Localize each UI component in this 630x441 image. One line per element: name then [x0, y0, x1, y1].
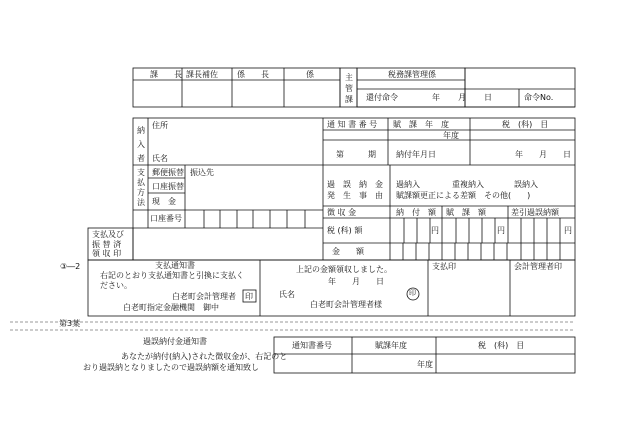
- issue-month: 月: [458, 93, 466, 102]
- paid-label: 納 付 額: [396, 208, 436, 217]
- slip-ymd: 年 月 日: [328, 277, 384, 286]
- form3-body1: あなたが納付(納入)された徴収金が、右記のと: [121, 352, 288, 361]
- due-date-ymd: 年 月 日: [515, 150, 571, 159]
- approval-col-hosa: 課長補佐: [186, 70, 218, 79]
- slip-issuer: 白老町会計管理者: [172, 292, 236, 301]
- yen-assessed: 円: [497, 226, 505, 235]
- issue-year: 年: [432, 93, 440, 102]
- seal-label: 支払及び 振 替 済 領 収 印: [92, 230, 124, 258]
- tax-amount-label: 税 (科) 額: [327, 226, 363, 235]
- tax-year-label: 賦 課 年 度: [393, 120, 449, 129]
- payee-label: 納 入 者: [137, 126, 145, 163]
- address-label: 住所: [152, 121, 168, 130]
- due-date-label: 納付年月日: [396, 150, 436, 159]
- form3-nendo-label: 年度: [417, 360, 433, 369]
- issue-label: 還付命令: [366, 93, 398, 102]
- slip-bank: 白老町指定金融機関 御中: [123, 303, 219, 312]
- slip-stamp2-icon: 印: [409, 289, 416, 297]
- approval-col-kacho: 課 長: [150, 70, 182, 79]
- yen-paid: 円: [431, 226, 439, 235]
- name-label: 氏名: [152, 154, 168, 163]
- slip-received: 上記の金額領収しました。: [296, 265, 392, 274]
- assessed-label: 賦 課 額: [446, 208, 486, 217]
- furikomi-label: 振込先: [190, 168, 214, 177]
- slip-stamp-icon: 印: [245, 292, 253, 301]
- issue-day: 日: [484, 93, 492, 102]
- shukan-label: 主 管 課: [345, 73, 353, 104]
- order-no-label: 命令No.: [524, 93, 554, 102]
- form3-number-label: 通知書番号: [292, 341, 332, 350]
- reason-erroneous: 誤納入: [514, 180, 538, 189]
- approval-col-kakaricho: 係 長: [237, 70, 269, 79]
- yen-refund: 円: [564, 226, 572, 235]
- reason-label1: 過 誤 納 金: [327, 180, 383, 189]
- dept-label: 税務課管理係: [388, 70, 436, 79]
- slip-title: 支払通知書: [155, 261, 195, 270]
- nendo-label: 年度: [443, 131, 459, 140]
- refund-label: 差引過誤納額: [511, 208, 559, 217]
- slip-to: 白老町会計管理者様: [310, 300, 382, 309]
- form3-tax-year-label: 賦課年度: [375, 341, 407, 350]
- reason-correction: 賦課額更正による差額 その他( ): [396, 191, 531, 200]
- reason-label2: 発 生 事 由: [327, 191, 383, 200]
- form3-title: 過誤納付金通知書: [143, 337, 207, 346]
- slip-body2: ださい。: [100, 281, 132, 290]
- slip-name-label: 氏名: [279, 290, 295, 299]
- slip-marker: ③―2: [60, 262, 81, 271]
- form3-tax-item-label: 税 (科) 目: [478, 341, 525, 350]
- cash: 現 金: [152, 197, 176, 206]
- approval-col-kakari: 係: [306, 70, 314, 79]
- form3-body2: おり過誤納となりましたので過誤納額を通知致し: [83, 363, 259, 372]
- period-label: 第 期: [336, 150, 376, 159]
- pay-seal-label: 支払印: [432, 262, 456, 271]
- method-label: 支 払 方 法: [137, 168, 145, 207]
- form3-label: 第3葉: [59, 319, 81, 328]
- account-transfer: 口座振替: [152, 182, 184, 191]
- manager-seal-label: 会計管理者印: [514, 262, 562, 271]
- notice-number-label: 通 知 書 番 号: [327, 120, 378, 129]
- account-no-label: 口座番号: [150, 214, 182, 223]
- slip-body1: 右記のとおり支払通知書と引換に支払く: [100, 271, 244, 280]
- reason-duplicate: 重複納入: [452, 180, 484, 189]
- postal-transfer: 郵便振替: [152, 168, 184, 177]
- total-label: 金 額: [332, 247, 364, 256]
- tax-item-label: 税 (科) 目: [502, 120, 549, 129]
- reason-overpay: 過納入: [396, 180, 420, 189]
- collected-label: 徴 収 金: [327, 208, 357, 217]
